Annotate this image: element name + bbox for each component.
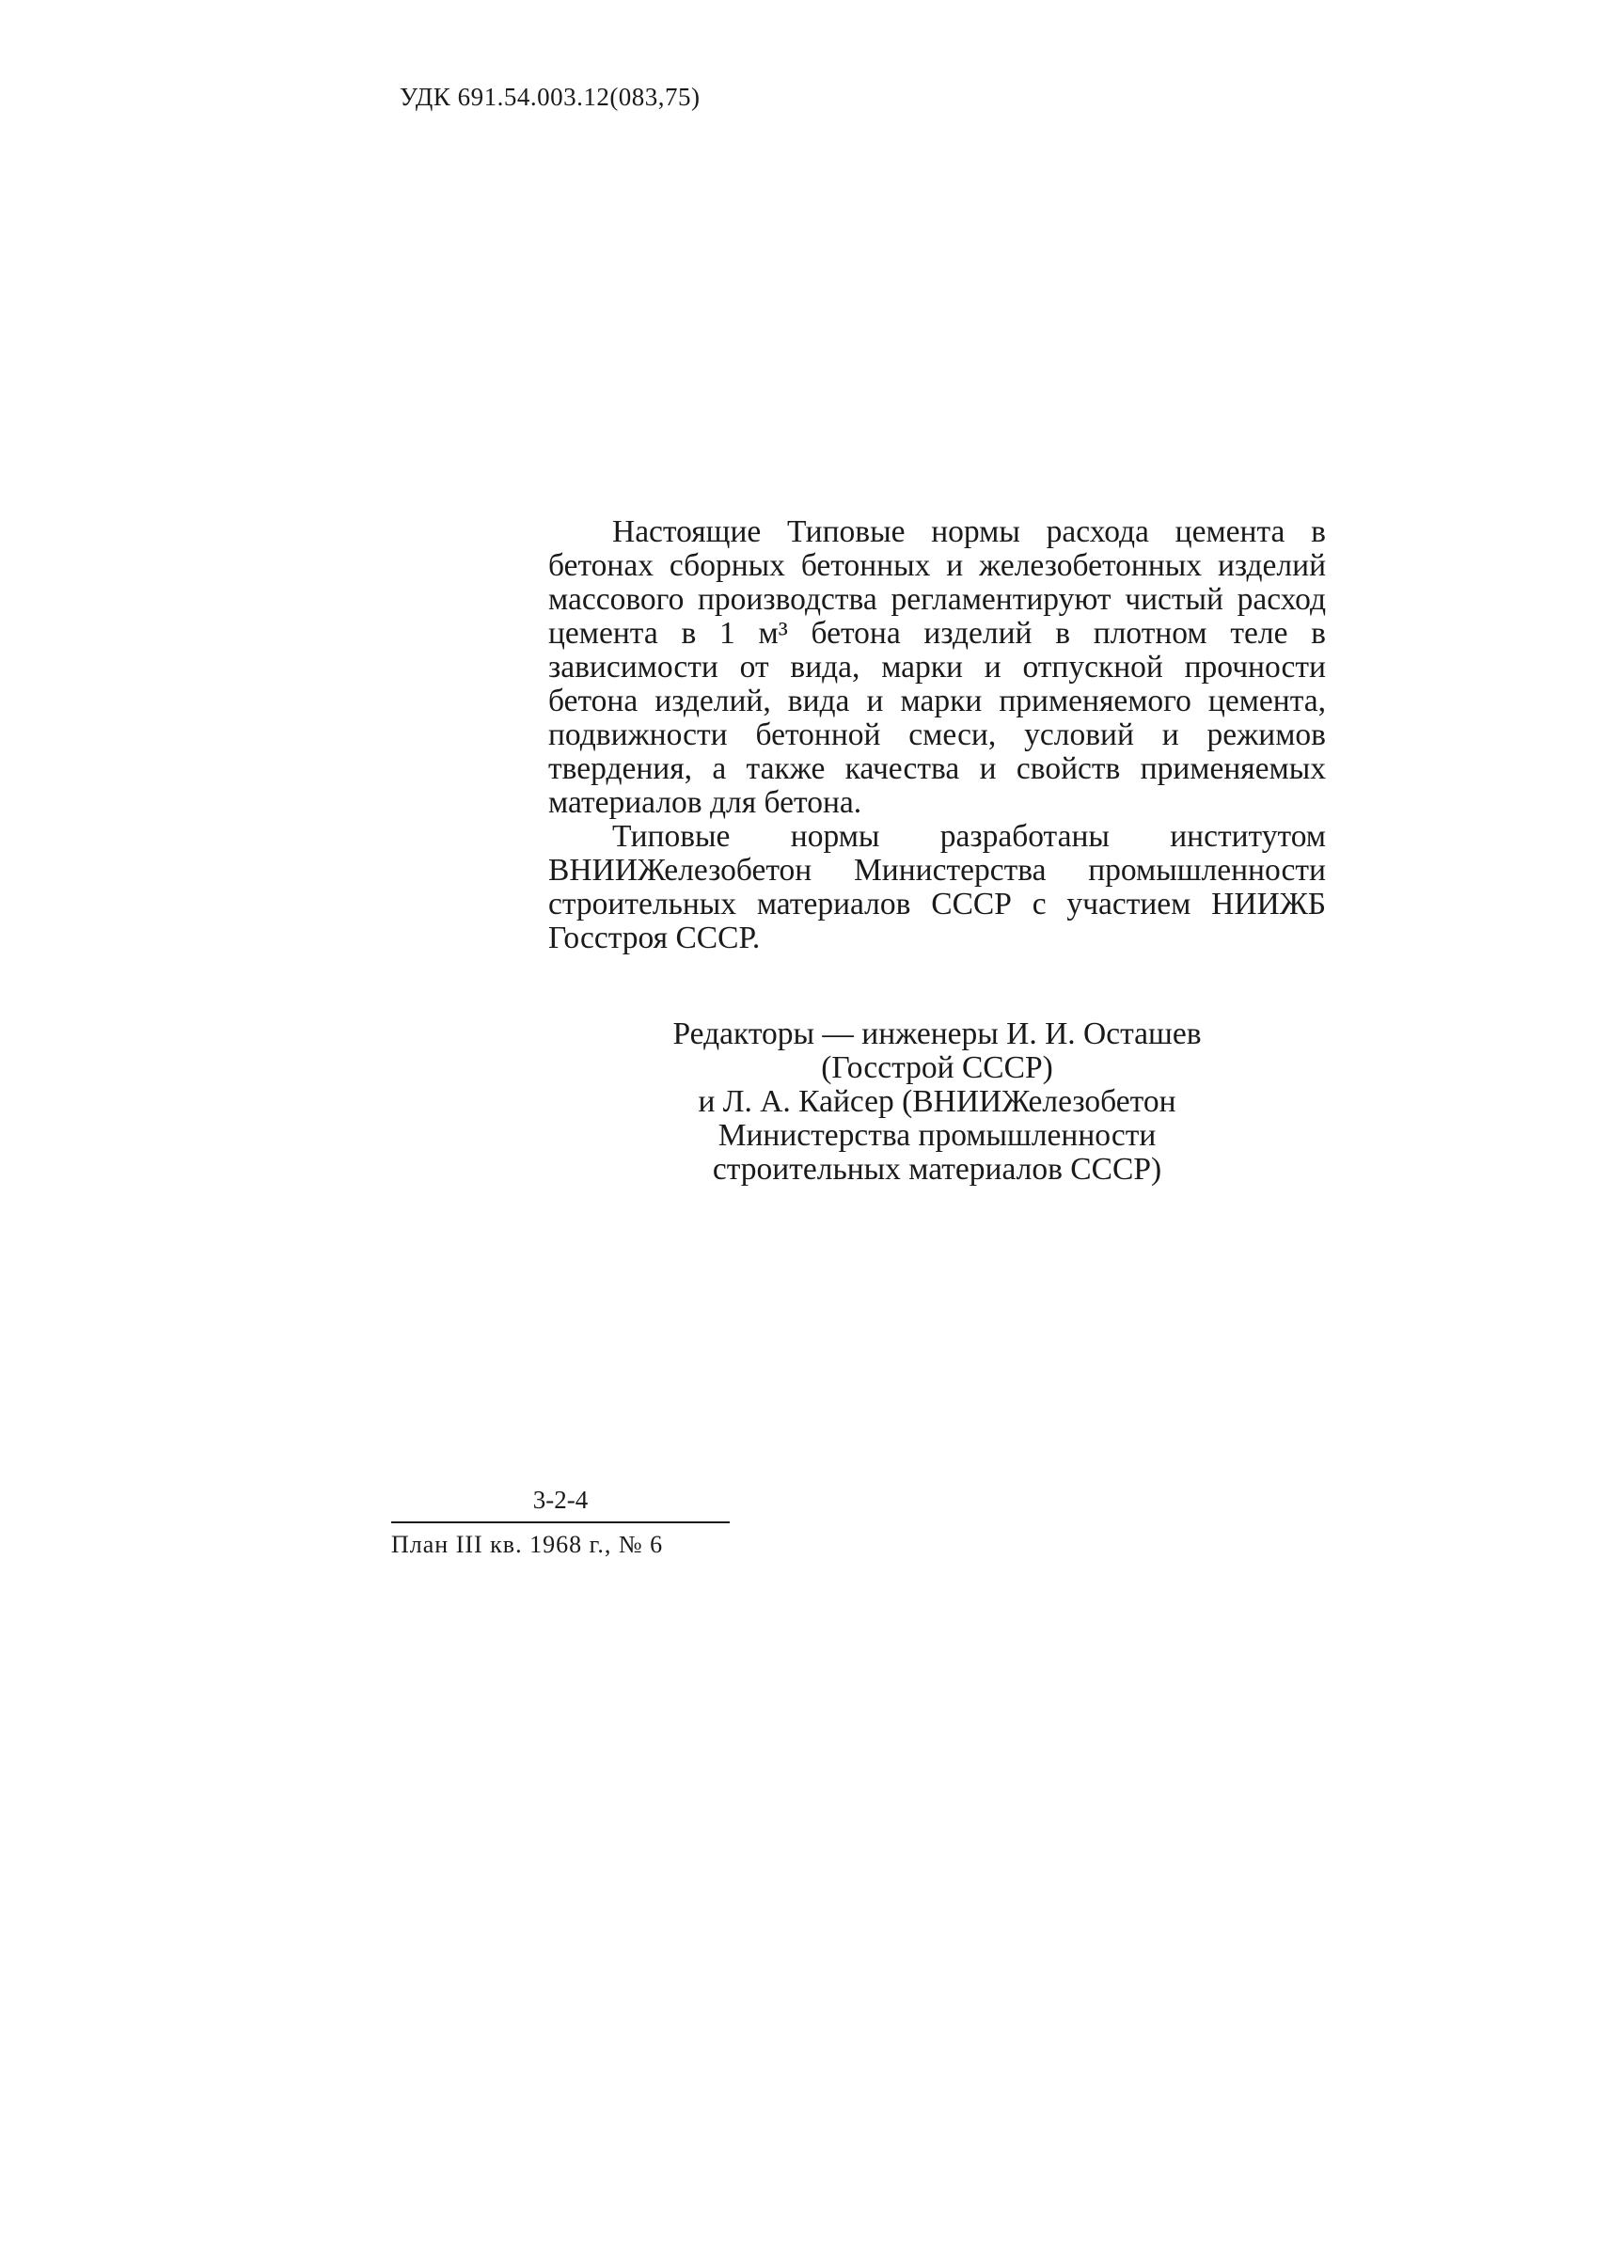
editors-line-5: строительных материалов СССР) [712, 1152, 1162, 1187]
udk-code: УДК 691.54.003.12(083,75) [400, 83, 701, 111]
intro-paragraph-1: Настоящие Типовые нормы расхода цемента в бетонах сборных бетонных и железобетонных изделий массового производства регламентируют чистый расход цемента в 1 м³ бетона изделий в плотном теле в зависимости от вида, марки и отпускной прочности бетона изделий, вида и марки применяемого цемента, подвижности бетонной смеси, условий и режимов твердения, а также качества и свойств применяемых материалов для бетона. [548, 514, 1326, 820]
editors-block [548, 1017, 1326, 1187]
editors-line-3: и Л. А. Кайсер (ВНИИЖелезобетон [698, 1084, 1176, 1119]
editors-line-2: (Госстрой СССР) [821, 1050, 1053, 1085]
intro-text [548, 515, 1326, 955]
editors-line-1: Редакторы — инженеры И. И. Осташев [672, 1016, 1202, 1051]
publication-info [391, 1486, 730, 1559]
editors-line-4: Министерства промышленности [717, 1118, 1157, 1153]
intro-paragraph-2: Типовые нормы разработаны институтом ВНИИЖелезобетон Министерства промышленности строительных материалов СССР с участием НИИЖБ Госстроя СССР. [548, 819, 1326, 955]
divider-rule [391, 1521, 730, 1523]
publication-plan: План III кв. 1968 г., № 6 [391, 1531, 664, 1558]
publication-code: 3-2-4 [532, 1486, 589, 1514]
